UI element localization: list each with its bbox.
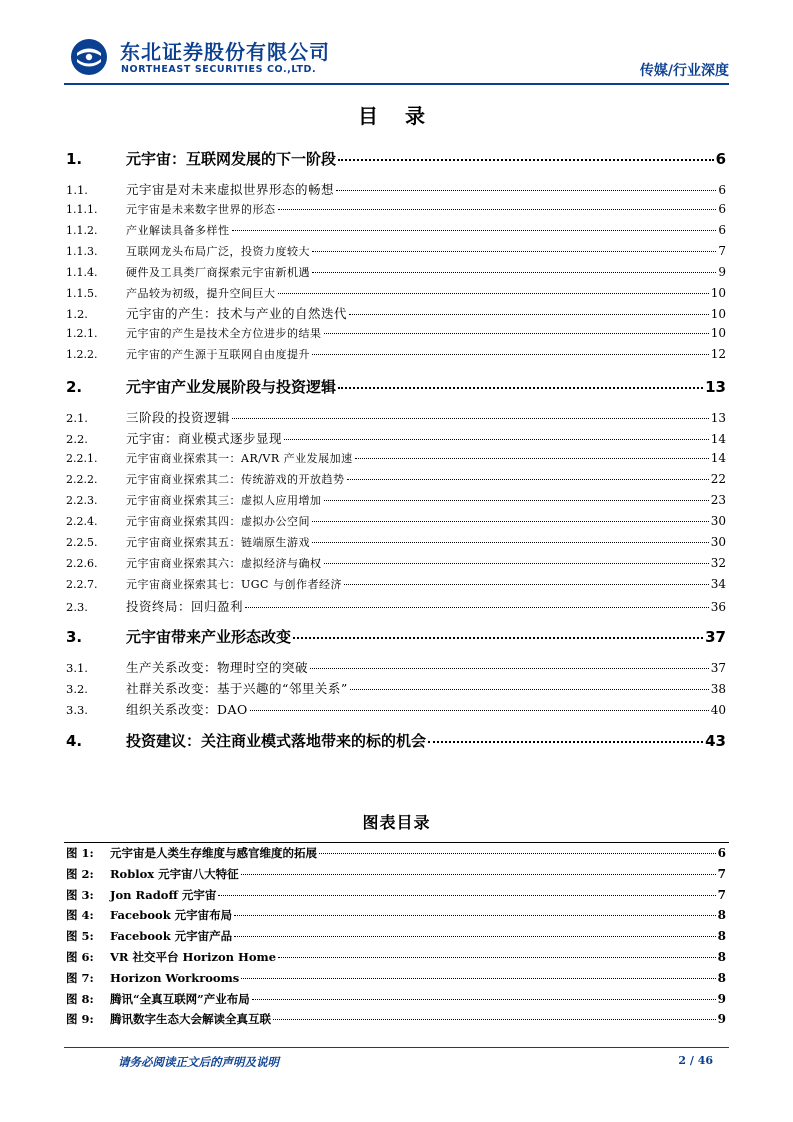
toc-entry[interactable] — [66, 679, 726, 697]
toc-leader — [338, 387, 703, 389]
toc-entry-title: 投资终局：回归盈利 — [126, 599, 244, 614]
page-header — [0, 0, 793, 90]
toc-entry[interactable] — [66, 471, 726, 487]
toc-entry[interactable] — [66, 555, 726, 571]
toc-entry-page: 10 — [710, 286, 726, 300]
northeast-securities-logo-icon — [70, 38, 108, 76]
toc-entry-number: 2.2.5. — [66, 536, 98, 549]
toc-entry-number: 1.1.4. — [66, 266, 98, 279]
toc-entry-number: 1.2.1. — [66, 327, 98, 340]
toc-entry-title: 元宇宙是对未来虚拟世界形态的畅想 — [126, 182, 335, 197]
toc-leader — [312, 354, 709, 355]
toc-entry-number: 1.1.2. — [66, 224, 98, 237]
toc-entry-title: 社群关系改变：基于兴趣的“邻里关系” — [126, 681, 348, 696]
toc-entry-number: 1.1. — [66, 183, 88, 197]
figure-entry[interactable] — [66, 928, 726, 944]
toc-entry[interactable] — [66, 264, 726, 280]
toc-entry[interactable] — [66, 513, 726, 529]
toc-entry-title: 元宇宙商业探索其七：UGC 与创作者经济 — [126, 578, 342, 591]
toc-entry-page: 10 — [710, 307, 726, 321]
toc-entry-number: 4. — [66, 732, 83, 750]
toc-entry-page: 40 — [710, 703, 726, 717]
toc-entry[interactable] — [66, 285, 726, 301]
toc-entry-number: 2.2.4. — [66, 515, 98, 528]
toc-leader — [278, 209, 717, 210]
toc-entry-title: 产业解读具备多样性 — [126, 224, 230, 237]
toc-leader — [312, 542, 709, 543]
toc-entry-title: 元宇宙的产生：技术与产业的自然迭代 — [126, 306, 348, 321]
toc-leader — [310, 668, 709, 669]
figure-entry-title: Jon Radoff 元宇宙 — [110, 887, 217, 902]
toc-leader — [232, 230, 717, 231]
toc-entry[interactable] — [66, 597, 726, 615]
toc-entry-page: 14 — [710, 451, 726, 465]
figure-entry-title: Facebook 元宇宙布局 — [110, 908, 233, 923]
figure-entry-number: 图 2: — [66, 866, 94, 881]
toc-entry[interactable] — [66, 658, 726, 676]
figure-entry-page: 7 — [717, 866, 726, 881]
figure-entry-title: Roblox 元宇宙八大特征 — [110, 866, 239, 881]
toc-leader — [324, 563, 709, 564]
toc-entry[interactable] — [66, 429, 726, 447]
toc-leader — [284, 439, 709, 440]
toc-leader — [428, 741, 703, 743]
toc-entry-page: 23 — [710, 493, 726, 507]
toc-entry-number: 2.2.7. — [66, 578, 98, 591]
toc-entry-page: 10 — [710, 326, 726, 340]
figure-entry-page: 8 — [717, 970, 726, 985]
toc-leader — [355, 458, 709, 459]
toc-entry[interactable] — [66, 201, 726, 217]
toc-entry-page: 6 — [718, 223, 726, 237]
figure-leader — [252, 999, 716, 1000]
toc-leader — [324, 500, 709, 501]
toc-entry-number: 1.1.3. — [66, 245, 98, 258]
figure-entry-number: 图 6: — [66, 950, 94, 964]
toc-entry-number: 1.2.2. — [66, 348, 98, 361]
toc-entry-page: 9 — [718, 265, 726, 279]
toc-entry[interactable] — [66, 148, 726, 168]
toc-entry-title: 元宇宙带来产业形态改变 — [126, 628, 292, 646]
toc-entry-title: 互联网龙头布局广泛，投资力度较大 — [126, 245, 310, 258]
toc-entry[interactable] — [66, 576, 726, 592]
toc-entry-page: 6 — [718, 183, 726, 197]
toc-entry[interactable] — [66, 730, 726, 750]
toc-entry-number: 1.1.1. — [66, 203, 98, 216]
toc-entry-title: 元宇宙：商业模式逐步显现 — [126, 431, 283, 446]
figure-entry-title: Horizon Workrooms — [110, 970, 240, 985]
report-category: 传媒/行业深度 — [639, 63, 729, 79]
figure-entry-page: 6 — [717, 846, 726, 860]
toc-entry[interactable] — [66, 325, 726, 341]
figure-entry-page: 8 — [717, 950, 726, 964]
toc-entry-title: 元宇宙商业探索其三：虚拟人应用增加 — [126, 494, 322, 507]
figure-entry[interactable] — [66, 907, 726, 923]
toc-entry-number: 2. — [66, 378, 83, 396]
toc-entry-title: 产品较为初级，提升空间巨大 — [126, 287, 276, 300]
figure-entry[interactable] — [66, 1011, 726, 1027]
figure-leader — [319, 853, 716, 854]
toc-entry-number: 3. — [66, 628, 83, 646]
toc-entry-page: 32 — [710, 556, 726, 570]
toc-entry-number: 3.2. — [66, 682, 88, 696]
toc-entry-number: 3.1. — [66, 661, 88, 675]
toc-entry-number: 3.3. — [66, 703, 88, 717]
figure-entry-title: 元宇宙是人类生存维度与感官维度的拓展 — [110, 846, 317, 860]
toc-entry-title: 元宇宙的产生源于互联网自由度提升 — [126, 348, 310, 361]
toc-entry-title: 三阶段的投资逻辑 — [126, 410, 231, 425]
toc-leader — [347, 479, 709, 480]
figure-entry[interactable] — [66, 845, 726, 861]
toc-entry[interactable] — [66, 534, 726, 550]
figure-entry-number: 图 8: — [66, 991, 94, 1006]
toc-entry[interactable] — [66, 450, 726, 466]
toc-entry[interactable] — [66, 700, 726, 718]
toc-leader — [336, 190, 716, 191]
toc-entry-page: 43 — [705, 732, 726, 750]
figure-entry-page: 9 — [717, 991, 726, 1006]
toc-leader — [350, 689, 709, 690]
toc-leader — [245, 607, 709, 608]
figure-entry[interactable] — [66, 887, 726, 903]
toc-leader — [324, 333, 709, 334]
figure-entry[interactable] — [66, 991, 726, 1007]
toc-entry-number: 2.3. — [66, 600, 88, 614]
toc-entry-title: 元宇宙产业发展阶段与投资逻辑 — [126, 378, 337, 396]
toc-entry-number: 1.2. — [66, 307, 88, 321]
toc-leader — [312, 251, 716, 252]
toc-entry[interactable] — [66, 222, 726, 238]
toc-entry-title: 元宇宙商业探索其一：AR/VR 产业发展加速 — [126, 452, 353, 465]
toc-entry-number: 2.2. — [66, 432, 88, 446]
figure-list-title: 图表目录 — [362, 813, 431, 832]
toc-leader — [312, 272, 716, 273]
toc-leader — [250, 710, 709, 711]
figure-entry-title: VR 社交平台 Horizon Home — [110, 950, 277, 964]
toc-title: 目 录 — [358, 104, 435, 128]
figure-leader — [218, 895, 715, 896]
footer-divider — [64, 1047, 729, 1048]
toc-entry-title: 元宇宙商业探索其二：传统游戏的开放趋势 — [126, 473, 345, 486]
figure-entry-number: 图 3: — [66, 887, 94, 902]
toc-leader — [338, 159, 714, 161]
toc-entry-number: 1. — [66, 150, 83, 168]
toc-entry[interactable] — [66, 376, 726, 396]
toc-leader — [278, 293, 709, 294]
figure-entry[interactable] — [66, 949, 726, 965]
figure-leader — [234, 915, 715, 916]
toc-entry-page: 36 — [710, 600, 726, 614]
header-divider — [64, 83, 729, 85]
toc-entry-page: 6 — [715, 150, 726, 168]
toc-entry-title: 元宇宙是未来数字世界的形态 — [126, 203, 276, 216]
figure-entry-number: 图 1: — [66, 846, 94, 860]
toc-entry[interactable] — [66, 626, 726, 646]
figure-entry-title: Facebook 元宇宙产品 — [110, 929, 233, 944]
figure-leader — [234, 936, 715, 937]
figure-entry[interactable] — [66, 970, 726, 986]
toc-entry-number: 2.1. — [66, 411, 88, 425]
figure-entry[interactable] — [66, 866, 726, 882]
toc-entry-page: 22 — [710, 472, 726, 486]
toc-entry-number: 2.2.2. — [66, 473, 98, 486]
toc-entry-number: 1.1.5. — [66, 287, 98, 300]
toc-entry[interactable] — [66, 492, 726, 508]
toc-entry-page: 34 — [710, 577, 726, 591]
toc-leader — [293, 637, 703, 639]
toc-entry-number: 2.2.6. — [66, 557, 98, 570]
toc-entry-page: 37 — [710, 661, 726, 675]
figure-leader — [241, 978, 715, 979]
toc-entry-title: 组织关系改变：DAO — [126, 702, 248, 717]
toc-entry[interactable] — [66, 243, 726, 259]
toc-entry-title: 元宇宙商业探索其五：链端原生游戏 — [126, 536, 310, 549]
toc-entry[interactable] — [66, 408, 726, 426]
figure-entry-page: 7 — [717, 887, 726, 902]
toc-entry-title: 硬件及工具类厂商探索元宇宙新机遇 — [126, 266, 310, 279]
toc-entry-page: 37 — [705, 628, 726, 646]
footer-disclaimer: 请务必阅读正文后的声明及说明 — [118, 1055, 279, 1069]
figure-leader — [241, 874, 716, 875]
figure-leader — [278, 957, 716, 958]
figure-entry-title: 腾讯数字生态大会解读全真互联 — [110, 1012, 271, 1027]
toc-entry-title: 元宇宙商业探索其六：虚拟经济与确权 — [126, 557, 322, 570]
figure-entry-title: 腾讯“全真互联网”产业布局 — [110, 991, 250, 1006]
toc-entry-title: 元宇宙的产生是技术全方位进步的结果 — [126, 327, 322, 340]
toc-entry[interactable] — [66, 304, 726, 322]
toc-entry-page: 13 — [705, 378, 726, 396]
company-name-cn: 东北证券股份有限公司 — [120, 40, 330, 64]
figure-entry-number: 图 9: — [66, 1012, 94, 1027]
toc-leader — [312, 521, 709, 522]
toc-entry-title: 元宇宙商业探索其四：虚拟办公空间 — [126, 515, 310, 528]
toc-entry-title: 生产关系改变：物理时空的突破 — [126, 660, 309, 675]
figure-entry-page: 8 — [717, 908, 726, 923]
toc-entry-title: 投资建议：关注商业模式落地带来的标的机会 — [126, 732, 427, 750]
toc-entry-number: 2.2.1. — [66, 452, 98, 465]
toc-entry-page: 13 — [710, 411, 726, 425]
toc-leader — [349, 314, 709, 315]
toc-leader — [344, 584, 709, 585]
page-number: 2 / 46 — [678, 1054, 713, 1067]
toc-entry-page: 6 — [718, 202, 726, 216]
figure-entry-page: 8 — [717, 929, 726, 944]
company-name-en: NORTHEAST SECURITIES CO.,LTD. — [121, 64, 317, 75]
toc-entry[interactable] — [66, 180, 726, 198]
figure-entry-number: 图 7: — [66, 970, 94, 985]
figure-entry-number: 图 4: — [66, 908, 94, 923]
toc-leader — [232, 418, 709, 419]
toc-entry-page: 30 — [710, 535, 726, 549]
toc-entry[interactable] — [66, 346, 726, 362]
toc-entry-number: 2.2.3. — [66, 494, 98, 507]
figure-entry-page: 9 — [717, 1012, 726, 1027]
figure-list-divider — [64, 842, 729, 843]
toc-entry-page: 38 — [710, 682, 726, 696]
toc-entry-page: 30 — [710, 514, 726, 528]
figure-leader — [273, 1019, 716, 1020]
toc-entry-page: 12 — [710, 347, 726, 361]
figure-entry-number: 图 5: — [66, 929, 94, 944]
toc-entry-page: 7 — [718, 244, 726, 258]
toc-entry-title: 元宇宙：互联网发展的下一阶段 — [126, 150, 337, 168]
toc-entry-page: 14 — [710, 432, 726, 446]
